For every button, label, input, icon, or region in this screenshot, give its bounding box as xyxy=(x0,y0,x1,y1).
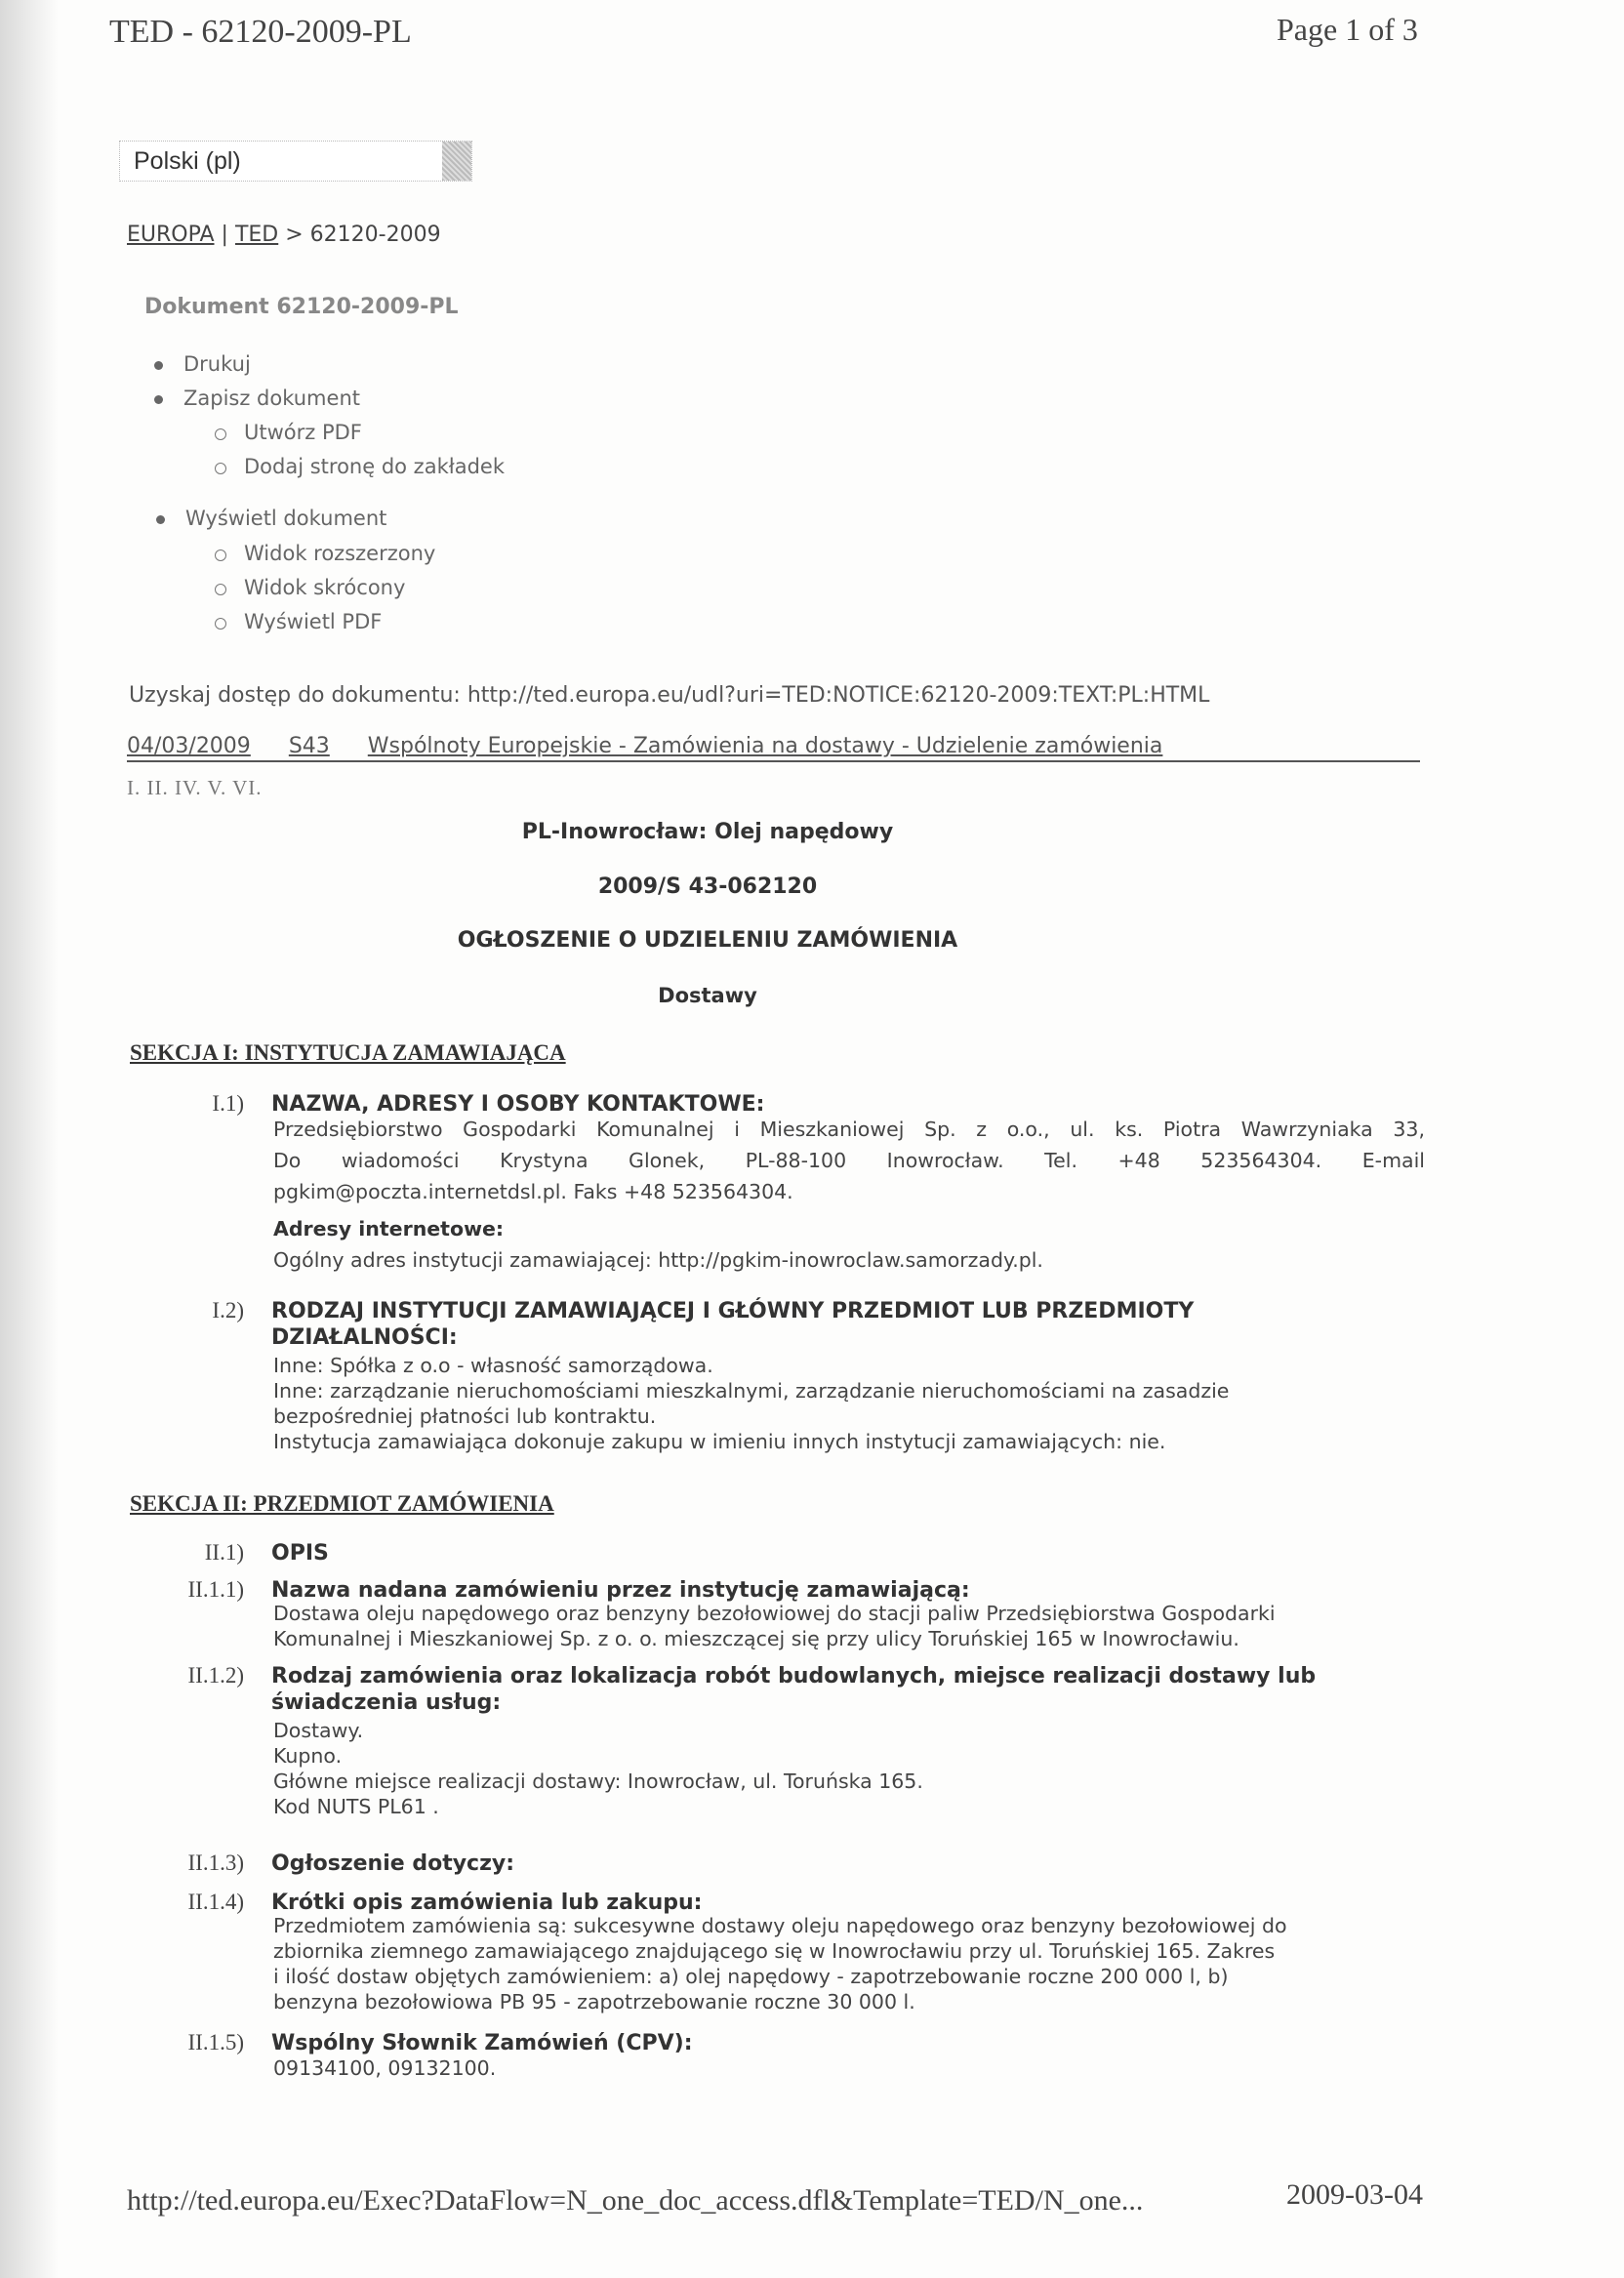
menu-item-extended-view[interactable]: Widok rozszerzony xyxy=(244,537,435,571)
item-ii1-1-body: Dostawa oleju napędowego oraz benzyny bezołowiowej do stacji paliw Przedsiębiorstwa Gospodarki Komunalnej i Mieszkaniowej Sp. z o. o. mieszczącej się przy ulicy Toruńskiej 165 w Inowrocławiu. xyxy=(273,1602,1276,1650)
breadcrumb-current: 62120-2009 xyxy=(309,223,441,247)
item-title: OPIS xyxy=(271,1541,329,1566)
item-number: II.1.5) xyxy=(187,2030,244,2054)
item-title: Rodzaj zamówienia oraz lokalizacja robót budowlanych, miejsce realizacji dostawy lub świadczenia usług: xyxy=(271,1664,1317,1715)
publication-dateline xyxy=(127,734,1420,762)
item-title: Ogłoszenie dotyczy: xyxy=(271,1851,515,1876)
item-i2-body: Inne: Spółka z o.o - własność samorządowa. Inne: zarządzanie nieruchomościami mieszkalnymi, zarządzanie nieruchomościami na zasadzie bezpośredniej płatności lub kontraktu. Instytucja zamawiająca dokonuje zakupu w imieniu innych instytucji zamawiających: nie. xyxy=(273,1354,1230,1453)
bullet-icon xyxy=(156,515,165,524)
item-title: RODZAJ INSTYTUCJI ZAMAWIAJĄCEJ I GŁÓWNY PRZEDMIOT LUB PRZEDMIOTY DZIAŁALNOŚCI: xyxy=(271,1299,1195,1350)
notice-kind: Dostawy xyxy=(658,984,757,1007)
save-submenu xyxy=(244,416,505,484)
menu-item-print[interactable]: Drukuj xyxy=(183,347,360,382)
section-links[interactable]: I. II. IV. V. VI. xyxy=(127,776,263,799)
view-menu xyxy=(185,502,386,536)
notice-place: PL-Inowrocław: Olej napędowy xyxy=(521,820,894,844)
menu-item-short-view[interactable]: Widok skrócony xyxy=(244,571,435,605)
circle-bullet-icon xyxy=(215,549,226,561)
notice-number: 2009/S 43-062120 xyxy=(597,875,818,899)
access-url[interactable]: http://ted.europa.eu/udl?uri=TED:NOTICE:62120-2009:TEXT:PL:HTML xyxy=(467,683,1210,708)
section-2-heading: SEKCJA II: PRZEDMIOT ZAMÓWIENIA xyxy=(130,1491,554,1516)
print-footer-date: 2009-03-04 xyxy=(1286,2178,1423,2211)
item-number: II.1.3) xyxy=(187,1851,244,1875)
breadcrumb xyxy=(127,223,441,247)
circle-bullet-icon xyxy=(215,618,226,630)
item-title: NAZWA, ADRESY I OSOBY KONTAKTOWE: xyxy=(271,1092,765,1117)
circle-bullet-icon xyxy=(215,584,226,595)
item-number: I.1) xyxy=(212,1091,244,1116)
print-footer-url: http://ted.europa.eu/Exec?DataFlow=N_one_doc_access.dfl&Template=TED/N_one... xyxy=(127,2184,1144,2217)
publication-date: 04/03/2009 xyxy=(127,734,251,758)
language-select-value: Polski (pl) xyxy=(134,146,241,175)
item-number: II.1.4) xyxy=(187,1890,244,1914)
scan-edge-shadow xyxy=(0,0,59,2278)
view-submenu xyxy=(244,537,435,639)
print-header-doc-id: TED - 62120-2009-PL xyxy=(109,14,412,50)
item-title: Krótki opis zamówienia lub zakupu: xyxy=(271,1891,703,1915)
dropdown-arrow-icon[interactable] xyxy=(442,142,471,181)
document-actions-menu xyxy=(183,347,360,416)
bullet-icon xyxy=(154,361,163,370)
item-title: Nazwa nadana zamówieniu przez instytucję zamawiającą: xyxy=(271,1578,970,1603)
language-select[interactable] xyxy=(119,141,472,182)
menu-item-create-pdf[interactable]: Utwórz PDF xyxy=(244,416,505,450)
notice-type: OGŁOSZENIE O UDZIELENIU ZAMÓWIENIA xyxy=(457,928,958,953)
menu-item-bookmark[interactable]: Dodaj stronę do zakładek xyxy=(244,450,505,484)
item-number: II.1.1) xyxy=(187,1577,244,1602)
item-title: Wspólny Słownik Zamówień (CPV): xyxy=(271,2031,693,2055)
menu-item-view-pdf[interactable]: Wyświetl PDF xyxy=(244,605,435,639)
item-ii1-2-body: Dostawy. Kupno. Główne miejsce realizacji dostawy: Inowrocław, ul. Toruńska 165. Kod NUTS PL61 . xyxy=(273,1719,923,1818)
breadcrumb-ted-link[interactable]: TED xyxy=(234,223,279,247)
item-i1-body: Przedsiębiorstwo Gospodarki Komunalnej i Mieszkaniowej Sp. z o.o., ul. ks. Piotra Wawrzyniaka 33, Do wiadomości Krystyna Glonek, PL-88-100 Inowrocław. Tel. +48 523564304. E-mail pgkim@poczta.internetdsl.pl. Faks +48 523564304. Adresy internetowe: Ogólny adres instytucji zamawiającej: http://pgkim-inowroclaw.samorzady.pl. xyxy=(273,1118,1425,1272)
circle-bullet-icon xyxy=(215,428,226,440)
print-header-page-number: Page 1 of 3 xyxy=(1277,12,1418,47)
menu-item-view[interactable]: Wyświetl dokument xyxy=(185,502,386,536)
circle-bullet-icon xyxy=(215,463,226,474)
menu-item-save[interactable]: Zapisz dokument xyxy=(183,382,360,416)
item-ii1-5-body: 09134100, 09132100. xyxy=(273,2056,497,2080)
access-label: Uzyskaj dostęp do dokumentu: xyxy=(129,683,461,708)
breadcrumb-separator: | xyxy=(221,223,228,247)
publication-series: S43 xyxy=(288,734,330,758)
item-number: II.1) xyxy=(204,1540,244,1565)
web-addresses-heading: Adresy internetowe: xyxy=(273,1217,505,1241)
publication-description: Wspólnoty Europejskie - Zamówienia na dostawy - Udzielenie zamówienia xyxy=(367,734,1163,758)
item-number: II.1.2) xyxy=(187,1663,244,1688)
breadcrumb-europa-link[interactable]: EUROPA xyxy=(127,223,215,247)
bullet-icon xyxy=(154,395,163,404)
breadcrumb-arrow: > xyxy=(285,223,304,247)
section-1-heading: SEKCJA I: INSTYTUCJA ZAMAWIAJĄCA xyxy=(130,1040,566,1065)
document-access-line xyxy=(129,683,1209,708)
item-number: I.2) xyxy=(212,1298,244,1322)
item-ii1-4-body: Przedmiotem zamówienia są: sukcesywne dostawy oleju napędowego oraz benzyny bezołowiowej do zbiornika ziemnego zamawiającego znajdującego się w Inowrocławiu przy ul. Toruńskiej 165. Zakres i ilość dostaw objętych zamówieniem: a) olej napędowy - zapotrzebowanie roczne 200 000 l, b) benzyna bezołowiowa PB 95 - zapotrzebowanie roczne 30 000 l. xyxy=(273,1914,1287,2014)
document-title: Dokument 62120-2009-PL xyxy=(144,295,459,319)
